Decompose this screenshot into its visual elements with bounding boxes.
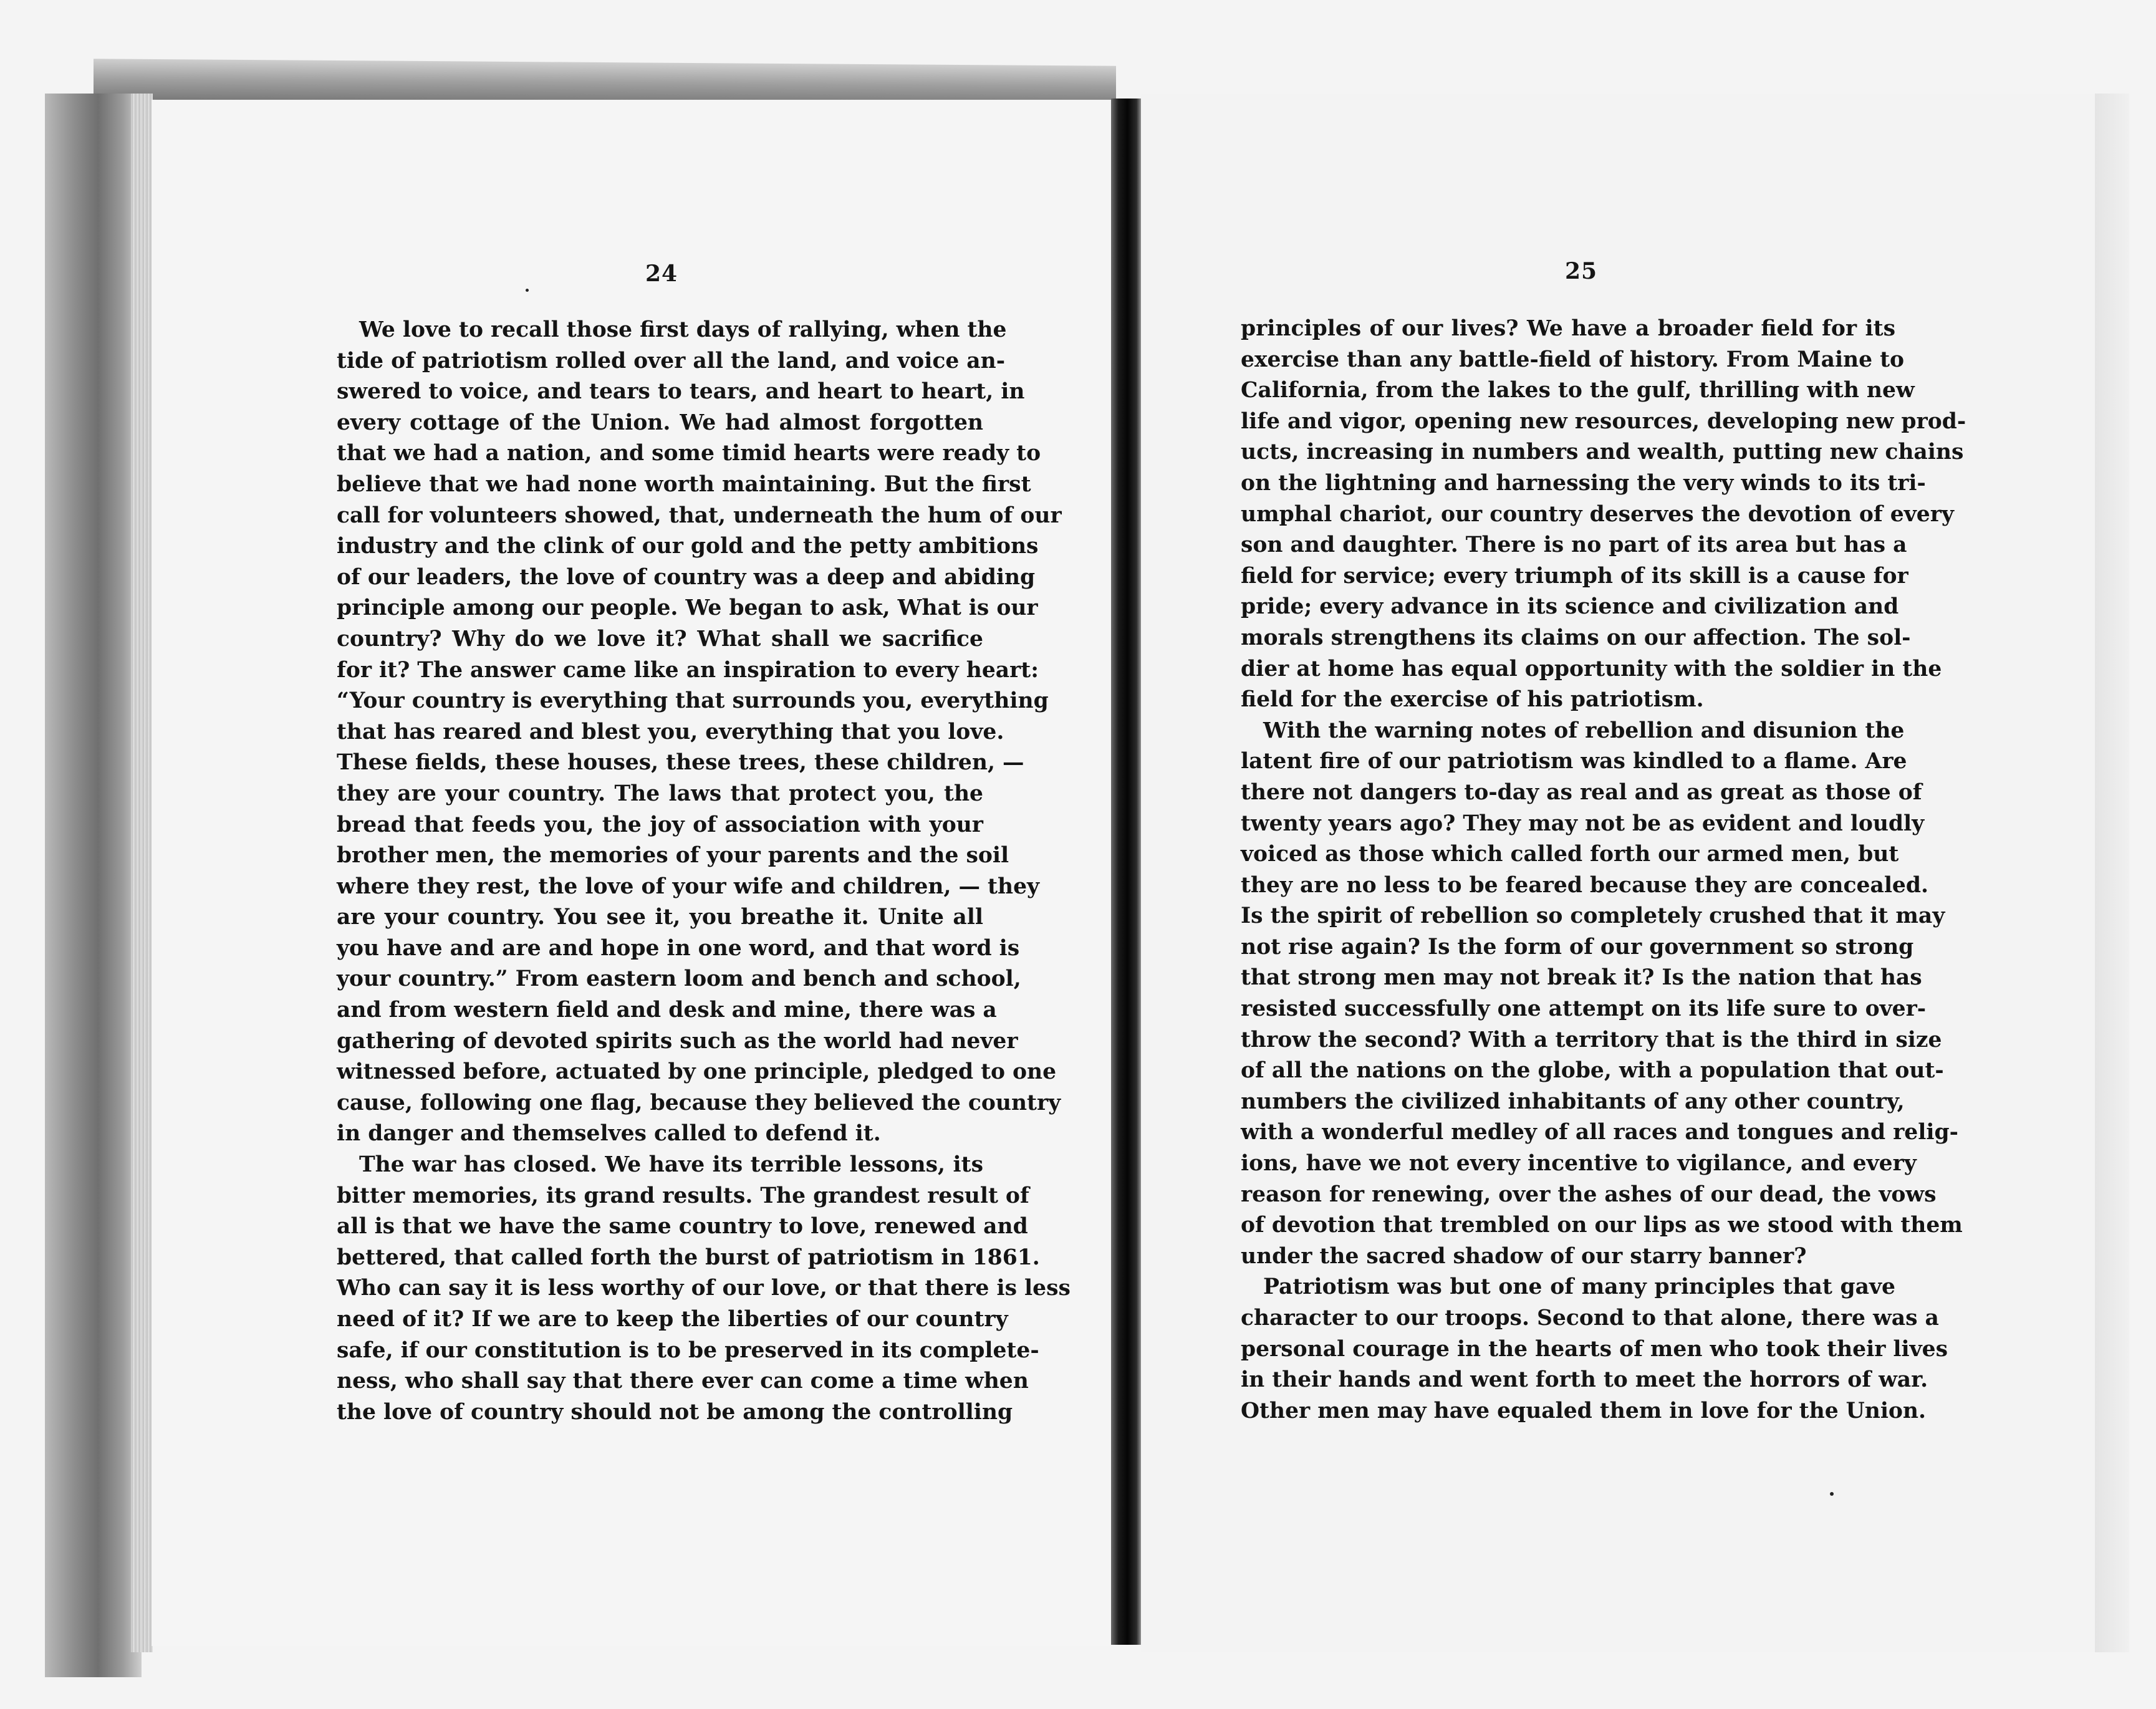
text-line: character to our troops. Second to that alone, there was a <box>1241 1306 1939 1331</box>
text-line: ness, who shall say that there ever can come a time when <box>337 1369 1029 1394</box>
text-line: These fields, these houses, these trees, these children, — <box>337 750 1024 776</box>
text-line: latent fire of our patriotism was kindled to a flame. Are <box>1241 749 1907 774</box>
text-line: reason for renewing, over the ashes of our dead, the vows <box>1241 1182 1937 1207</box>
text-line: of all the nations on the globe, with a population that out- <box>1241 1058 1944 1084</box>
ink-speck <box>526 289 529 292</box>
text-line: life and vigor, opening new resources, developing new prod- <box>1241 408 1966 434</box>
text-line: they are your country. The laws that protect you, the <box>337 781 983 806</box>
left-page-number: 24 <box>645 261 678 287</box>
text-line: in danger and themselves called to defend it. <box>337 1121 881 1147</box>
text-line: of devotion that trembled on our lips as we stood with them <box>1241 1213 1963 1238</box>
left-page-text <box>337 315 1071 1428</box>
text-line: Is the spirit of rebellion so completely crushed that it may <box>1241 903 1945 929</box>
text-line: principles of our lives? We have a broader field for its <box>1241 316 1895 341</box>
text-line: safe, if our constitution is to be preserved in its complete- <box>337 1337 1039 1363</box>
text-line: We love to recall those first days of rallying, when the <box>359 317 1007 342</box>
text-line: brother men, the memories of your parents and the soil <box>337 843 1009 869</box>
text-line: every cottage of the Union. We had almost forgotten <box>337 410 983 435</box>
text-line: witnessed before, actuated by one principle, pledged to one <box>337 1059 1057 1085</box>
text-line: under the sacred shadow of our starry banner? <box>1241 1243 1807 1269</box>
text-line: that strong men may not break it? Is the nation that has <box>1241 965 1922 991</box>
ink-speck <box>1830 1492 1834 1496</box>
text-line: bread that feeds you, the joy of association with your <box>337 812 983 837</box>
text-line: with a wonderful medley of all races and tongues and relig- <box>1241 1120 1958 1145</box>
text-line: there not dangers to-day as real and as great as those of <box>1241 779 1922 805</box>
text-line: tide of patriotism rolled over all the land, and voice an- <box>337 348 1006 373</box>
right-page-number: 25 <box>1565 258 1598 284</box>
text-line: country? Why do we love it? What shall we sacrifice <box>337 626 983 652</box>
text-line: you have and are and hope in one word, and that word is <box>337 935 1020 961</box>
text-line: dier at home has equal opportunity with the soldier in the <box>1241 656 1942 681</box>
text-line: believe that we had none worth maintaining. But the first <box>337 471 1031 497</box>
text-line: gathering of devoted spirits such as the world had never <box>337 1028 1018 1054</box>
text-line: California, from the lakes to the gulf, thrilling with new <box>1241 378 1915 403</box>
text-line: bettered, that called forth the burst of patriotism in 1861. <box>337 1244 1040 1270</box>
text-line: need of it? If we are to keep the liberties of our country <box>337 1307 1008 1332</box>
text-line: umphal chariot, our country deserves the devotion of every <box>1241 501 1954 527</box>
book-left-edge <box>45 94 142 1677</box>
text-line: resisted successfully one attempt on its life sure to over- <box>1241 996 1927 1022</box>
text-line: on the lightning and harnessing the very winds to its tri- <box>1241 470 1926 496</box>
text-line: principle among our people. We began to ask, What is our <box>337 595 1038 621</box>
text-line: the love of country should not be among the controlling <box>337 1399 1013 1425</box>
text-line: not rise again? Is the form of our government so strong <box>1241 934 1914 960</box>
text-line: all is that we have the same country to love, renewed and <box>337 1214 1028 1240</box>
text-line: Other men may have equaled them in love for the Union. <box>1241 1398 1927 1423</box>
text-line: for it? The answer came like an inspiration to every heart: <box>337 657 1039 683</box>
book-gutter <box>1111 99 1141 1645</box>
text-line: your country.” From eastern loom and bench and school, <box>337 966 1021 992</box>
text-line: they are no less to be feared because they are concealed. <box>1241 872 1929 898</box>
text-line: pride; every advance in its science and civilization and <box>1241 594 1899 620</box>
book-right-edge <box>2092 94 2129 1652</box>
text-line: field for service; every triumph of its skill is a cause for <box>1241 563 1908 589</box>
text-line: numbers the civilized inhabitants of any other country, <box>1241 1089 1905 1114</box>
text-line: twenty years ago? They may not be as evident and loudly <box>1241 811 1925 836</box>
text-line: where they rest, the love of your wife and children, — they <box>337 874 1040 899</box>
text-line: morals strengthens its claims on our affection. The sol- <box>1241 625 1911 650</box>
text-line: Who can say it is less worthy of our love, or that there is less <box>337 1276 1071 1301</box>
text-line: of our leaders, the love of country was a deep and abiding <box>337 564 1036 590</box>
text-line: cause, following one flag, because they believed the country <box>337 1090 1061 1115</box>
text-line: are your country. You see it, you breathe it. Unite all <box>337 905 983 930</box>
text-line: The war has closed. We have its terrible lessons, its <box>359 1152 983 1178</box>
text-line: exercise than any battle-field of history. From Maine to <box>1241 347 1905 372</box>
text-line: personal courage in the hearts of men who took their lives <box>1241 1336 1948 1362</box>
text-line: industry and the clink of our gold and the petty ambitions <box>337 534 1039 559</box>
text-line: in their hands and went forth to meet the horrors of war. <box>1241 1367 1928 1393</box>
text-line: ucts, increasing in numbers and wealth, putting new chains <box>1241 440 1964 465</box>
text-line: that we had a nation, and some timid hearts were ready to <box>337 441 1041 466</box>
text-line: With the warning notes of rebellion and disunion the <box>1263 718 1905 743</box>
text-line: and from western field and desk and mine, there was a <box>337 998 997 1023</box>
text-line: bitter memories, its grand results. The grandest result of <box>337 1183 1029 1208</box>
page-stack-edge <box>131 94 153 1652</box>
text-line: Patriotism was but one of many principles that gave <box>1263 1274 1895 1300</box>
text-line: voiced as those which called forth our armed men, but <box>1241 842 1899 867</box>
text-line: “Your country is everything that surrounds you, everything <box>337 688 1049 714</box>
text-line: ions, have we not every incentive to vigilance, and every <box>1241 1151 1917 1177</box>
text-line: son and daughter. There is no part of its area but has a <box>1241 532 1907 558</box>
text-line: throw the second? With a territory that is the third in size <box>1241 1027 1942 1052</box>
text-line: swered to voice, and tears to tears, and heart to heart, in <box>337 379 1025 405</box>
text-line: field for the exercise of his patriotism. <box>1241 687 1704 713</box>
right-page-text <box>1241 314 1966 1427</box>
text-line: that has reared and blest you, everything that you love. <box>337 719 1004 744</box>
text-line: call for volunteers showed, that, underneath the hum of our <box>337 503 1062 528</box>
